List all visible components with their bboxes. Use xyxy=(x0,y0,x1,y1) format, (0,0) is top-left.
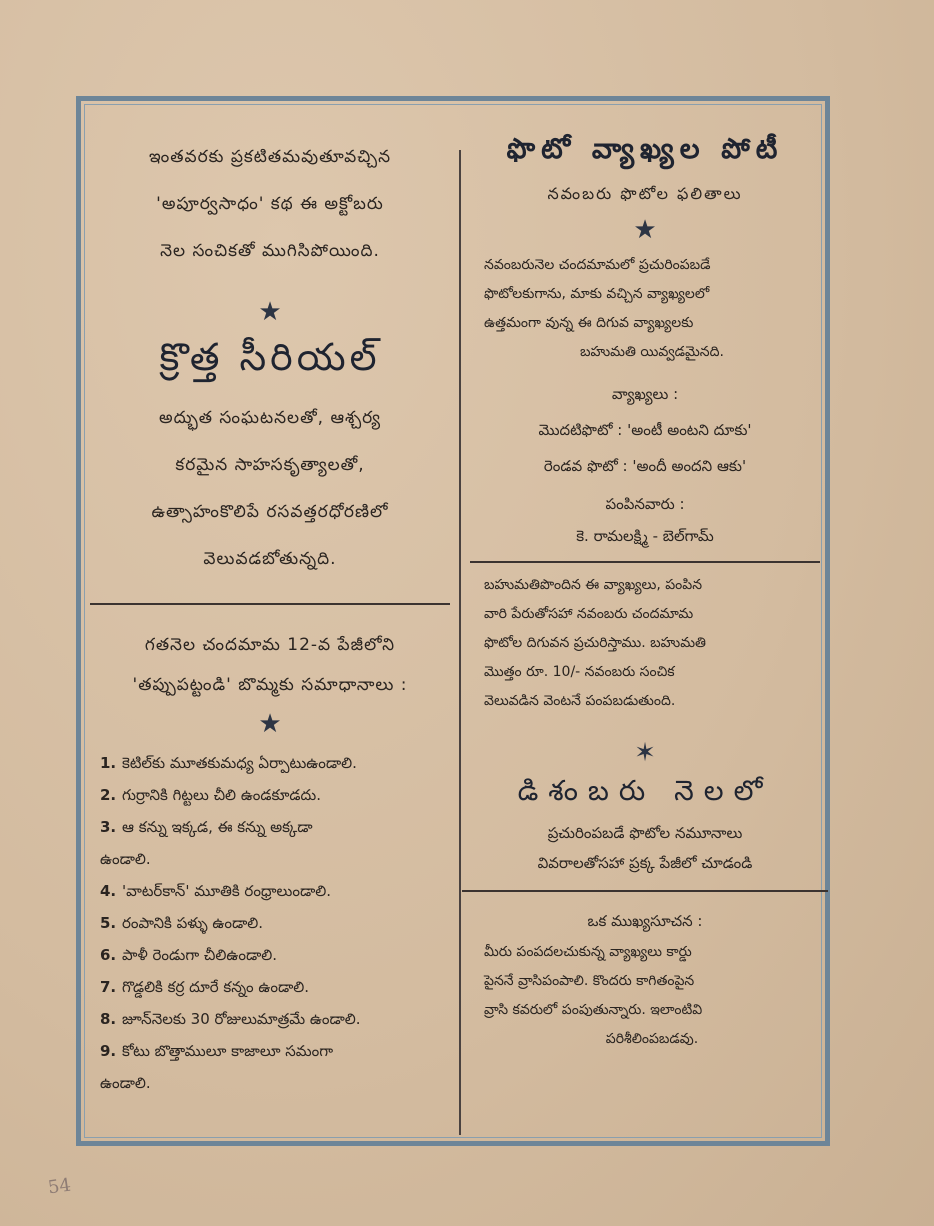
serial-line: ఉత్సాహంకొలిపే రసవత్తరధోరణిలో xyxy=(151,502,389,522)
photo-contest-subtitle: నవంబరు ఫొటోల ఫలితాలు xyxy=(547,184,743,203)
prize-line: బహుమతిపొందిన ఈ వ్యాఖ్యలు, పంపిన xyxy=(484,577,703,593)
december-details xyxy=(470,818,820,878)
list-item: 6. పాళీ రెండుగా చీలిఉండాలి. xyxy=(100,946,278,964)
list-item: 3. ఆ కన్ను ఇక్కడ, ఈ కన్ను అక్కడా xyxy=(100,818,313,836)
serial-line: వెలువడబోతున్నది. xyxy=(203,549,337,569)
puzzle-line: గతనెల చందమామ 12-వ పేజీలోని xyxy=(144,635,396,655)
list-item: 9. కోటు బొత్తాములూ కాజాలూ సమంగా xyxy=(100,1042,334,1060)
list-item-continuation: ఉండాలి. xyxy=(100,1074,151,1092)
star-icon: ★ xyxy=(633,215,657,245)
puzzle-heading xyxy=(100,625,440,705)
list-item: 5. రంపానికి పళ్ళు ఉండాలి. xyxy=(100,914,264,932)
serial-end-notice xyxy=(100,134,440,275)
notice-line: మీరు పంపదలచుకున్న వ్యాఖ్యలు కార్డు xyxy=(484,944,692,960)
intro-line: 'అపూర్వసాధం' కథ ఈ అక్టోబరు xyxy=(156,194,384,214)
intro-line: బహుమతి యివ్వడమైనది. xyxy=(580,344,724,360)
list-item: 2. గుర్రానికి గిట్టలు చీలి ఉండకూడదు. xyxy=(100,786,321,804)
right-column xyxy=(470,120,820,1054)
intro-line: నవంబరునెల చందమామలో ప్రచురింపబడే xyxy=(484,257,711,273)
comment-first-photo: మొదటిఫొటో : 'అంటీ అంటని దూకు' xyxy=(538,421,752,439)
photo-contest-title: ఫొటో వ్యాఖ్యల పోటీ xyxy=(506,132,784,165)
sender-name: కె. రామలక్ష్మి - బెల్‌గామ్ xyxy=(576,527,714,545)
intro-line: ఇంతవరకు ప్రకటితమవుతూవచ్చిన xyxy=(148,147,392,167)
serial-description xyxy=(100,395,440,583)
list-item: 1. కెటిల్‌కు మూతకుమధ్య ఏర్పాటుఉండాలి. xyxy=(100,754,357,772)
intro-line: నెల సంచికతో ముగిసిపోయింది. xyxy=(160,241,380,261)
new-serial-title: క్రొత్త సీరియల్ xyxy=(159,335,381,379)
december-line: వివరాలతోసహా ప్రక్క పేజీలో చూడండి xyxy=(537,854,753,872)
list-item: 8. జూన్‌నెలకు 30 రోజులుమాత్రమే ఉండాలి. xyxy=(100,1010,361,1028)
prize-line: ఫొటోల దిగువన ప్రచురిస్తాము. బహుమతి xyxy=(484,635,707,651)
comment-second-photo: రెండవ ఫొటో : 'అందీ అందని ఆకు' xyxy=(543,457,747,475)
page-number: 54 xyxy=(46,1174,73,1199)
column-divider xyxy=(459,150,461,1135)
contest-intro xyxy=(470,251,820,367)
prize-line: వెలువడిన వెంటనే పంపబడుతుంది. xyxy=(484,693,676,709)
intro-line: ఫొటోలకుగాను, మాకు వచ్చిన వ్యాఖ్యలలో xyxy=(484,286,710,302)
notice-heading: ఒక ముఖ్యసూచన : xyxy=(587,912,703,930)
comments-heading: వ్యాఖ్యలు : xyxy=(611,385,679,403)
notice-body xyxy=(470,938,820,1054)
section-divider xyxy=(462,890,828,892)
intro-line: ఉత్తమంగా వున్న ఈ దిగువ వ్యాఖ్యలకు xyxy=(484,315,694,331)
december-title: డిశంబరు నెలలో xyxy=(517,774,773,807)
star-icon: ★ xyxy=(258,709,282,739)
section-divider xyxy=(470,561,820,563)
list-item: 7. గొడ్డలికి కర్ర దూరే కన్నం ఉండాలి. xyxy=(100,978,310,996)
notice-line: పైననే వ్రాసిపంపాలి. కొందరు కాగితంపైన xyxy=(484,973,695,989)
sender-heading: పంపినవారు : xyxy=(605,495,685,513)
puzzle-line: 'తప్పుపట్టండి' బొమ్మకు సమాధానాలు : xyxy=(132,675,408,695)
serial-line: కరమైన సాహసకృత్యాలతో, xyxy=(175,455,365,475)
list-item: 4. 'వాటర్‌కాన్' మూతికి రంధ్రాలుండాలి. xyxy=(100,882,332,900)
prize-line: మొత్తం రూ. 10/- నవంబరు సంచిక xyxy=(484,664,675,680)
prize-details xyxy=(470,571,820,716)
serial-line: అద్భుత సంఘటనలతో, ఆశ్చర్య xyxy=(159,408,381,428)
section-divider xyxy=(90,603,450,605)
answers-list xyxy=(100,747,440,1099)
star-icon: ✶ xyxy=(634,738,656,768)
star-icon: ★ xyxy=(258,297,282,327)
notice-line: వ్రాసి కవరులో పంపుతున్నారు. ఇలాంటివి xyxy=(484,1002,703,1018)
left-column xyxy=(100,120,440,1099)
notice-line: పరిశీలింపబడవు. xyxy=(605,1031,699,1047)
list-item-continuation: ఉండాలి. xyxy=(100,850,151,868)
prize-line: వారి పేరుతోసహా నవంబరు చందమామ xyxy=(484,606,694,622)
december-line: ప్రచురింపబడే ఫొటోల నమూనాలు xyxy=(547,824,743,842)
